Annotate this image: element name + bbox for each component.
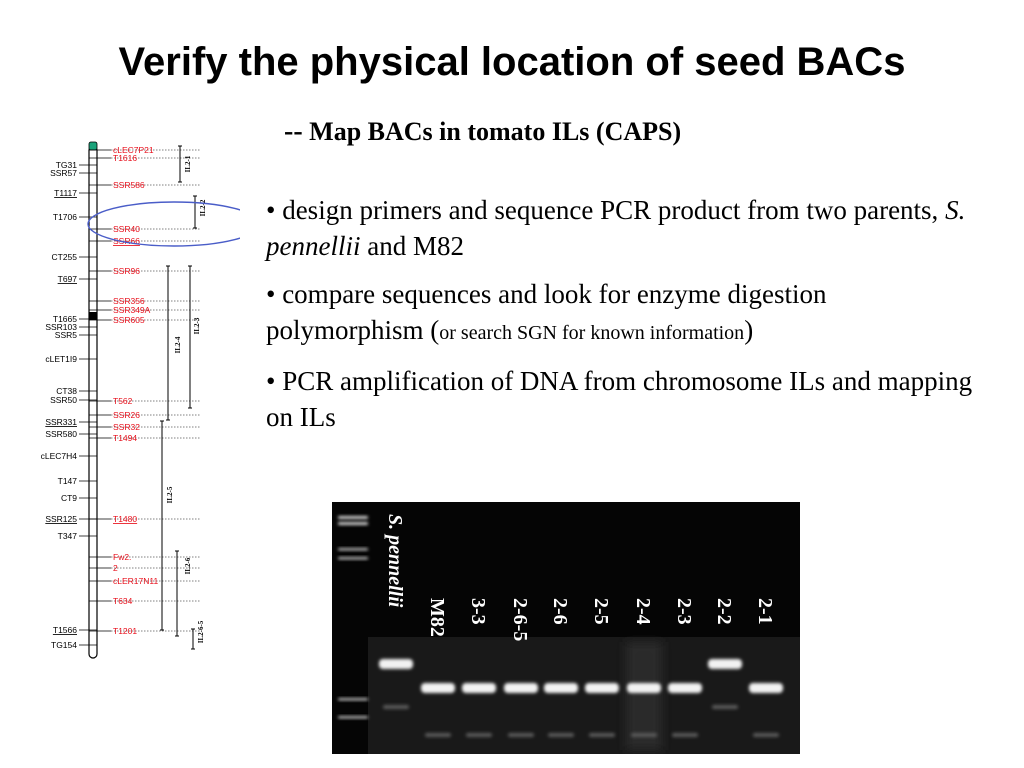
- pcr-band: [379, 659, 413, 669]
- faint-band: [466, 733, 492, 737]
- bullet-item-pcr: [266, 363, 986, 435]
- right-marker-label: Fw2.: [113, 552, 132, 562]
- bullet-text: compare sequences and look for enzyme digestion polymorphism (: [266, 279, 827, 345]
- pcr-band: [462, 683, 496, 693]
- slide-subtitle: [284, 116, 681, 148]
- pcr-band: [668, 683, 702, 693]
- lane-label: 2-6-5: [509, 598, 531, 642]
- interval-label: IL2-3: [193, 317, 201, 335]
- right-marker-label: T1201: [113, 626, 138, 636]
- right-marker-label: SSR96: [113, 266, 140, 276]
- left-marker-label: T697: [57, 274, 77, 284]
- faint-band: [672, 733, 698, 737]
- pcr-band: [627, 683, 661, 693]
- lane-label: 2-3: [673, 598, 695, 625]
- left-marker-label: T1665: [52, 314, 77, 324]
- right-marker-label: SSR356: [113, 296, 145, 306]
- left-marker-label: SSR580: [45, 429, 77, 439]
- faint-band: [589, 733, 615, 737]
- bullet-dot: •: [266, 366, 276, 396]
- left-marker-label: SSR50: [50, 395, 77, 405]
- right-marker-label: SSR66: [113, 236, 140, 246]
- ladder-band: [338, 516, 368, 519]
- pcr-band: [504, 683, 538, 693]
- right-marker-label: T1480: [113, 514, 138, 524]
- ladder-band: [338, 522, 368, 525]
- right-marker-label: SSR40: [113, 224, 140, 234]
- bullet-note: or search SGN for known information: [439, 322, 745, 344]
- left-marker-label: TG31: [55, 160, 77, 170]
- right-marker-label: cLER17N11: [113, 576, 159, 586]
- interval-label: IL2-6-5: [197, 620, 205, 644]
- right-marker-label: SSR26: [113, 410, 140, 420]
- bullet-item-primers: [266, 192, 986, 264]
- pcr-band: [421, 683, 455, 693]
- ladder-band: [338, 716, 368, 719]
- ladder-band: [338, 698, 368, 701]
- interval-label: IL2-4: [174, 336, 182, 354]
- highlight-ellipse: [88, 202, 240, 246]
- bullet-text: PCR amplification of DNA from chromosome ILs and mapping on ILs: [266, 366, 973, 432]
- telomere-marker: [89, 142, 97, 150]
- interval-label: IL2-1: [184, 155, 192, 173]
- left-marker-label: T1117: [54, 188, 77, 198]
- lane-label: 2-1: [754, 598, 776, 625]
- right-marker-label: SSR32: [113, 422, 140, 432]
- right-marker-label: T1616: [113, 153, 138, 163]
- chromosome-2-map: [0, 138, 240, 668]
- left-marker-label: T1706: [52, 212, 77, 222]
- lane-label: 2-6: [549, 598, 571, 625]
- species-name: S. pennellii: [266, 195, 966, 261]
- right-marker-label: T562: [113, 396, 133, 406]
- bullet-text-end: ): [744, 315, 754, 345]
- lane-label: 2-5: [590, 598, 612, 625]
- lane-label: M82: [426, 598, 448, 637]
- right-marker-label: SSR349A: [113, 305, 151, 315]
- faint-band: [712, 705, 738, 709]
- faint-band: [508, 733, 534, 737]
- left-marker-label: SSR57: [50, 168, 77, 178]
- lane-label: 2-4: [632, 598, 654, 625]
- left-marker-label: SSR103: [45, 322, 77, 332]
- lane-label: 3-3: [467, 598, 489, 625]
- left-marker-label: T347: [57, 531, 77, 541]
- ladder-band: [338, 557, 368, 560]
- pcr-band: [544, 683, 578, 693]
- left-marker-label: CT38: [56, 386, 77, 396]
- right-marker-label: SSR586: [113, 180, 145, 190]
- interval-label: IL2-5: [166, 486, 174, 504]
- pcr-band: [708, 659, 742, 669]
- bullet-dot: •: [266, 195, 276, 225]
- faint-band: [753, 733, 779, 737]
- left-marker-label: CT255: [51, 252, 77, 262]
- right-marker-label: T634: [113, 596, 133, 606]
- left-marker-label: T1566: [52, 625, 77, 635]
- ladder-band: [338, 548, 368, 551]
- faint-band: [425, 733, 451, 737]
- subtitle-dash: --: [284, 116, 303, 147]
- faint-band: [548, 733, 574, 737]
- right-marker-label: cLEC7P21: [113, 145, 154, 155]
- lane-label: S. pennellii: [384, 514, 406, 608]
- bullet-text: design primers and sequence PCR product from two parents,: [275, 195, 946, 225]
- pcr-band: [749, 683, 783, 693]
- left-marker-label: TG154: [51, 640, 77, 650]
- left-marker-label: SSR331: [45, 417, 77, 427]
- right-marker-label: T1494: [113, 433, 138, 443]
- gel-image: [332, 502, 800, 754]
- interval-label: IL2-6: [184, 557, 192, 575]
- pcr-band: [585, 683, 619, 693]
- faint-band: [383, 705, 409, 709]
- left-marker-label: T147: [57, 476, 77, 486]
- bullet-text-end: and M82: [360, 231, 464, 261]
- right-marker-label: SSR605: [113, 315, 145, 325]
- bullet-dot: •: [266, 279, 276, 309]
- left-marker-label: cLEC7H4: [40, 451, 77, 461]
- left-marker-label: SSR5: [54, 330, 77, 340]
- left-marker-label: cLET1I9: [45, 354, 77, 364]
- bullet-item-compare: [266, 276, 986, 351]
- faint-band: [631, 733, 657, 737]
- interval-label: IL2-2: [199, 199, 207, 217]
- left-marker-label: CT9: [60, 493, 77, 503]
- left-marker-label: SSR125: [45, 514, 77, 524]
- lane-label: 2-2: [713, 598, 735, 625]
- slide-title: Verify the physical location of seed BACs: [118, 40, 906, 84]
- subtitle-text: Map BACs in tomato ILs (CAPS): [302, 117, 682, 146]
- right-marker-label: 2: [113, 563, 118, 573]
- bullet-list: [266, 192, 986, 447]
